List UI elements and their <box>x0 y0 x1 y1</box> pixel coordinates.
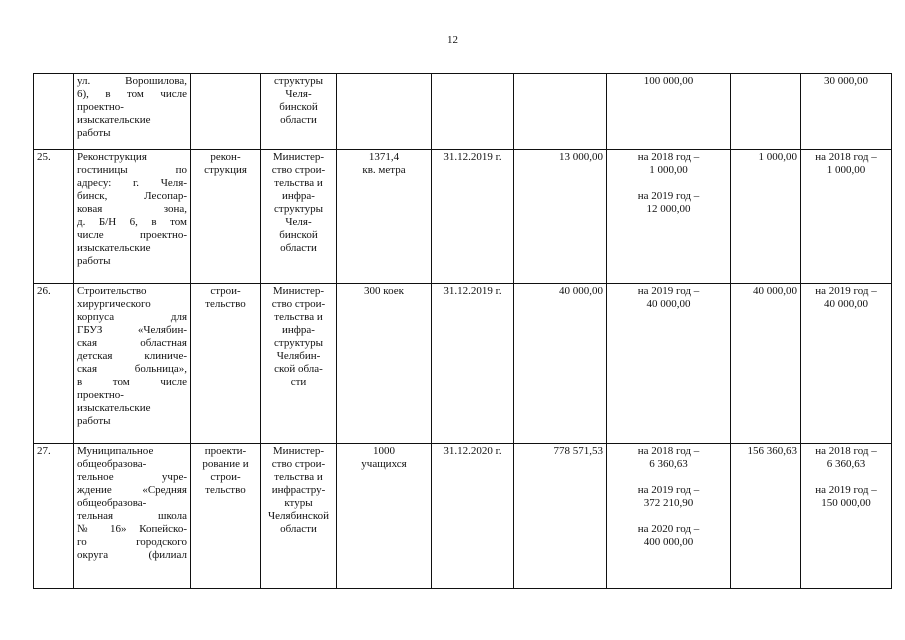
customer-cell <box>261 150 337 284</box>
customer-line: структуры <box>274 75 323 87</box>
object-name-line: № 16» Копейско- <box>77 523 187 535</box>
customer-line: сти <box>290 376 307 388</box>
customer-line: Министер- <box>272 445 325 457</box>
capacity-line: 1000 <box>373 445 395 457</box>
object-name-line: округа (филиал <box>77 549 187 561</box>
customer-line: Министер- <box>272 285 325 297</box>
object-name-cell <box>74 444 191 589</box>
capacity-cell <box>337 150 432 284</box>
deadline-cell <box>432 284 514 444</box>
capital-line: 6 360,63 <box>826 458 866 470</box>
financing-line: на 2018 год – <box>637 151 700 163</box>
work-type-cell <box>191 150 261 284</box>
customer-line: инфрастру- <box>271 484 326 496</box>
capital-line: на 2019 год – <box>815 484 877 496</box>
customer-line: ство строи- <box>271 458 326 470</box>
work-type-line: тельство <box>205 484 246 496</box>
financing-line: на 2018 год – <box>637 445 700 457</box>
object-name-line: бинск, Лесопар- <box>77 190 187 202</box>
capital-line: 30 000,00 <box>824 75 868 87</box>
customer-line: ской обла- <box>274 363 323 375</box>
cost-cell <box>514 74 607 150</box>
object-name-line: ждение «Средняя <box>77 484 187 496</box>
customer-cell <box>261 74 337 150</box>
object-name-line: Строительство <box>77 285 147 297</box>
work-type-line: струкция <box>204 164 247 176</box>
deadline-value: 31.12.2019 г. <box>443 151 502 163</box>
work-type-line: рование и <box>202 458 249 470</box>
financing-line: на 2019 год – <box>637 285 700 297</box>
customer-line: структуры <box>274 203 323 215</box>
capital-cell <box>801 444 892 589</box>
financing-line: 372 210,90 <box>643 497 694 509</box>
row-number: 27. <box>37 445 51 457</box>
object-name-line: работы <box>77 255 111 267</box>
customer-line: ктуры <box>284 497 313 509</box>
customer-line: ство строи- <box>271 164 326 176</box>
object-name-line: детская клиниче- <box>77 350 187 362</box>
capital-line: 40 000,00 <box>824 298 868 310</box>
object-name-line: ская больница», <box>77 363 187 375</box>
capital-line: на 2018 год – <box>815 445 877 457</box>
object-name-line: гостиницы по <box>77 164 187 176</box>
cost-value: 778 571,53 <box>553 445 603 457</box>
row-number-cell <box>34 74 74 150</box>
customer-cell <box>261 444 337 589</box>
row-number: 25. <box>37 151 51 163</box>
customer-line: области <box>280 114 317 126</box>
capital-cell <box>801 284 892 444</box>
work-type-line: строи- <box>210 285 241 297</box>
object-name-line: ская областная <box>77 337 187 349</box>
object-name-line: тельное учре- <box>77 471 187 483</box>
capacity-cell <box>337 284 432 444</box>
table-row <box>34 444 892 589</box>
object-name-cell <box>74 284 191 444</box>
object-name-line: изыскательские <box>77 114 151 126</box>
limit-cell <box>731 444 801 589</box>
cost-cell <box>514 150 607 284</box>
financing-cell <box>607 74 731 150</box>
financing-line: на 2019 год – <box>637 190 700 202</box>
customer-line: Челябинской <box>267 510 329 522</box>
row-number-cell <box>34 444 74 589</box>
object-name-cell <box>74 74 191 150</box>
financing-line: на 2019 год – <box>637 484 700 496</box>
work-type-line: строи- <box>210 471 241 483</box>
object-name-line: работы <box>77 415 111 427</box>
financing-line: на 2020 год – <box>637 523 700 535</box>
object-name-line: д. Б/Н 6, в том <box>77 216 187 228</box>
cost-cell <box>514 284 607 444</box>
limit-cell <box>731 150 801 284</box>
cost-value: 13 000,00 <box>559 151 603 163</box>
limit-value: 156 360,63 <box>747 445 797 457</box>
financing-cell <box>607 444 731 589</box>
object-name-line: в том числе <box>77 376 187 388</box>
financing-line: 12 000,00 <box>646 203 691 215</box>
customer-line: Челя- <box>285 88 312 100</box>
customer-line: структуры <box>274 337 323 349</box>
deadline-cell <box>432 444 514 589</box>
financing-cell <box>607 150 731 284</box>
work-type-line: проекти- <box>204 445 247 457</box>
customer-line: бинской <box>279 101 318 113</box>
table-row <box>34 150 892 284</box>
object-name-line: Реконструкция <box>77 151 147 163</box>
investment-objects-table <box>33 73 892 589</box>
row-number-cell <box>34 284 74 444</box>
cost-cell <box>514 444 607 589</box>
capital-line: на 2019 год – <box>815 285 877 297</box>
customer-line: инфра- <box>282 324 315 336</box>
deadline-cell <box>432 150 514 284</box>
capital-cell <box>801 150 892 284</box>
work-type-cell <box>191 284 261 444</box>
customer-line: инфра- <box>282 190 315 202</box>
customer-cell <box>261 284 337 444</box>
deadline-value: 31.12.2019 г. <box>443 285 502 297</box>
customer-line: тельства и <box>274 471 323 483</box>
limit-value: 1 000,00 <box>758 151 797 163</box>
object-name-line: ковая зона, <box>77 203 187 215</box>
financing-cell <box>607 284 731 444</box>
object-name-line: изыскательские <box>77 402 151 414</box>
capital-cell <box>801 74 892 150</box>
deadline-value: 31.12.2020 г. <box>443 445 502 457</box>
customer-line: области <box>280 242 317 254</box>
object-name-line: 6), в том числе <box>77 88 187 100</box>
customer-line: ство строи- <box>271 298 326 310</box>
object-name-line: изыскательские <box>77 242 151 254</box>
capacity-cell <box>337 444 432 589</box>
object-name-line: адресу: г. Челя- <box>77 177 187 189</box>
cost-value: 40 000,00 <box>559 285 603 297</box>
table-row <box>34 74 892 150</box>
object-name-line: общеобразова- <box>77 458 147 470</box>
object-name-line: хирургического <box>77 298 151 310</box>
limit-cell <box>731 284 801 444</box>
capacity-line: учащихся <box>361 458 407 470</box>
object-name-line: работы <box>77 127 111 139</box>
object-name-cell <box>74 150 191 284</box>
limit-cell <box>731 74 801 150</box>
customer-line: Челябин- <box>276 350 321 362</box>
page-number: 12 <box>447 34 458 46</box>
capacity-line: 300 коек <box>364 285 404 297</box>
object-name-line: числе проектно- <box>77 229 187 241</box>
object-name-line: проектно- <box>77 101 124 113</box>
capacity-line: 1371,4 <box>368 151 400 163</box>
work-type-cell <box>191 74 261 150</box>
financing-line: 6 360,63 <box>649 458 688 470</box>
object-name-line: общеобразова- <box>77 497 147 509</box>
financing-line: 100 000,00 <box>643 75 694 87</box>
customer-line: бинской <box>279 229 318 241</box>
customer-line: тельства и <box>274 177 323 189</box>
object-name-line: го городского <box>77 536 187 548</box>
customer-line: Министер- <box>272 151 325 163</box>
deadline-cell <box>432 74 514 150</box>
work-type-cell <box>191 444 261 589</box>
customer-line: тельства и <box>274 311 323 323</box>
capacity-line: кв. метра <box>362 164 406 176</box>
limit-value: 40 000,00 <box>753 285 797 297</box>
object-name-line: ул. Ворошилова, <box>77 75 187 87</box>
object-name-line: тельная школа <box>77 510 187 522</box>
financing-line: 40 000,00 <box>646 298 691 310</box>
customer-line: области <box>280 523 317 535</box>
capital-line: 1 000,00 <box>826 164 866 176</box>
work-type-line: тельство <box>205 298 246 310</box>
row-number-cell <box>34 150 74 284</box>
capital-line: на 2018 год – <box>815 151 877 163</box>
row-number: 26. <box>37 285 51 297</box>
financing-line: 400 000,00 <box>643 536 694 548</box>
object-name-line: проектно- <box>77 389 124 401</box>
capital-line: 150 000,00 <box>821 497 871 509</box>
work-type-line: рекон- <box>210 151 241 163</box>
financing-line: 1 000,00 <box>649 164 688 176</box>
object-name-line: Муниципальное <box>77 445 154 457</box>
object-name-line: ГБУЗ «Челябин- <box>77 324 187 336</box>
customer-line: Челя- <box>285 216 312 228</box>
capacity-cell <box>337 74 432 150</box>
object-name-line: корпуса для <box>77 311 187 323</box>
table-row <box>34 284 892 444</box>
